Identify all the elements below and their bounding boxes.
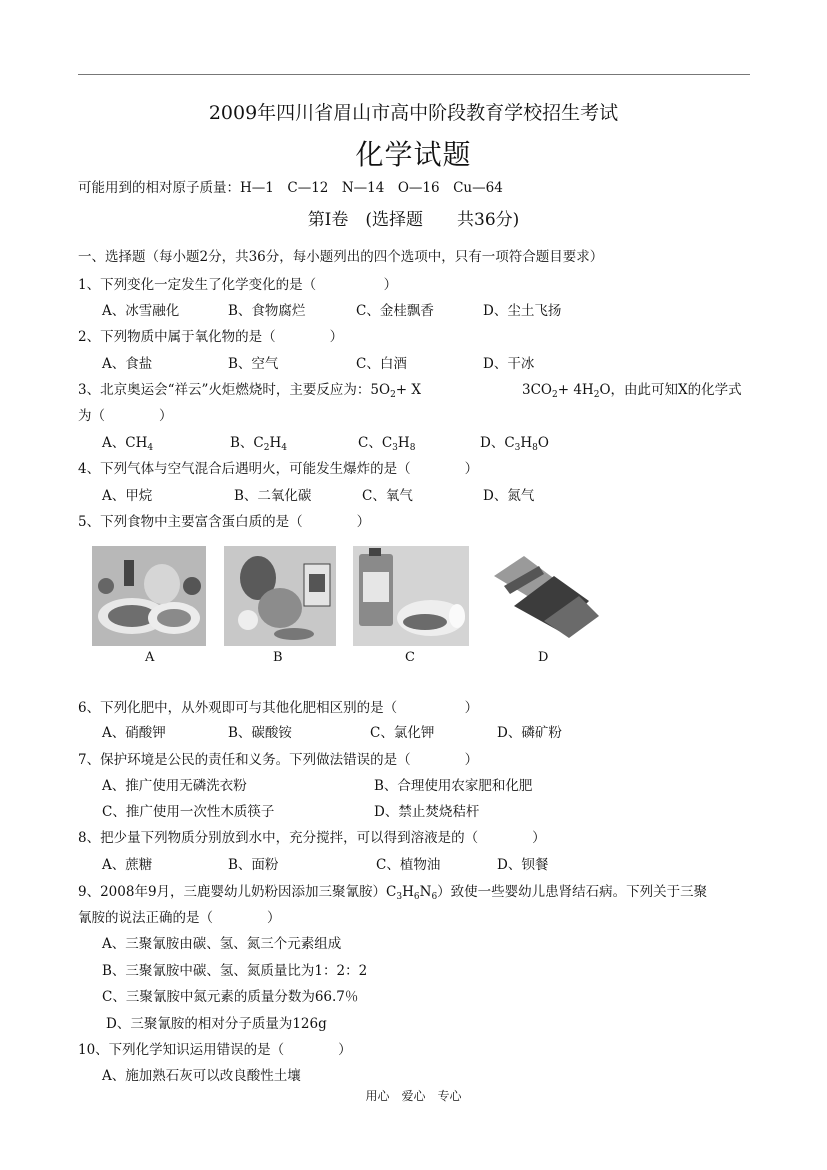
q3-stem-products: $3CO_2+ 4H_2O$，由此可知X的化学式 (522, 382, 742, 400)
q5-image-a (92, 546, 206, 646)
q7-option-b: B、合理使用农家肥和化肥 (374, 778, 533, 794)
q5-label-a: A (145, 650, 155, 665)
subject-title: 化学试题 (355, 138, 472, 171)
instructions: 一、选择题（每小题2分，共36分，每小题列出的四个选项中，只有一项符合题目要求） (78, 249, 604, 265)
q5-label-d: D (538, 650, 549, 665)
q2-option-d: D、干冰 (483, 356, 535, 372)
q3-stem: 3、北京奥运会“祥云”火炬燃烧时，主要反应为：$5O_2+ X$ (78, 382, 422, 400)
q8-option-d: D、钡餐 (497, 857, 549, 873)
q7-option-a: A、推广使用无磷洗衣粉 (102, 778, 247, 794)
q10-option-a: A、施加熟石灰可以改良酸性土壤 (102, 1068, 301, 1084)
q3-stem-line2: 为（ ） (78, 408, 173, 424)
top-rule (78, 74, 750, 75)
q8-option-a: A、蔗糖 (102, 857, 153, 873)
q4-stem: 4、下列气体与空气混合后遇明火，可能发生爆炸的是（ ） (78, 461, 479, 477)
q1-option-d: D、尘土飞扬 (483, 303, 562, 319)
q6-stem: 6、下列化肥中，从外观即可与其他化肥相区别的是（ ） (78, 700, 479, 716)
exam-title: 2009年四川省眉山市高中阶段教育学校招生考试 (208, 102, 619, 124)
q6-option-b: B、碳酸铵 (228, 725, 292, 741)
q8-stem: 8、把少量下列物质分别放到水中，充分搅拌，可以得到溶液是的（ ） (78, 830, 546, 846)
q1-option-a: A、冰雪融化 (102, 303, 180, 319)
q7-option-c: C、推广使用一次性木质筷子 (102, 804, 275, 820)
section-heading: 第Ⅰ卷 (选择题 共36分) (307, 210, 520, 230)
atomic-mass-note: 可能用到的相对原子质量：H—1 C—12 N—14 O—16 Cu—64 (78, 180, 503, 196)
q5-label-b: B (273, 650, 283, 665)
q6-option-c: C、氯化钾 (370, 725, 435, 741)
q4-option-d: D、氮气 (483, 488, 535, 504)
q10-stem: 10、下列化学知识运用错误的是（ ） (78, 1042, 352, 1058)
q1-stem: 1、下列变化一定发生了化学变化的是（ ） (78, 277, 398, 293)
q8-option-c: C、植物油 (376, 857, 441, 873)
q9-stem-line2: 氰胺的说法正确的是（ ） (78, 910, 281, 926)
q1-option-c: C、金桂飘香 (356, 303, 434, 319)
q2-option-c: C、白酒 (356, 356, 407, 372)
q6-option-d: D、磷矿粉 (497, 725, 562, 741)
page-footer: 用心 爱心 专心 (365, 1089, 462, 1103)
q6-option-a: A、硝酸钾 (102, 725, 166, 741)
q5-stem: 5、下列食物中主要富含蛋白质的是（ ） (78, 514, 371, 530)
q9-option-c: C、三聚氰胺中氮元素的质量分数为66.7％ (102, 989, 359, 1005)
q2-option-a: A、食盐 (102, 356, 153, 372)
q5-label-c: C (405, 650, 415, 665)
q3-option-b: B、$C_2H_4$ (230, 435, 287, 453)
q9-option-d: D、三聚氰胺的相对分子质量为126g (106, 1016, 327, 1032)
q5-image-b (224, 546, 336, 646)
q2-stem: 2、下列物质中属于氧化物的是（ ） (78, 329, 344, 345)
q8-option-b: B、面粉 (228, 857, 279, 873)
q3-option-d: D、$C_3H_8O$ (480, 435, 549, 453)
q9-option-a: A、三聚氰胺由碳、氢、氮三个元素组成 (102, 936, 342, 952)
q2-option-b: B、空气 (228, 356, 279, 372)
q4-option-a: A、甲烷 (102, 488, 153, 504)
q4-option-b: B、二氧化碳 (234, 488, 312, 504)
q1-option-b: B、食物腐烂 (228, 303, 306, 319)
q9-stem: 9、2008年9月，三鹿婴幼儿奶粉因添加三聚氰胺）$C_3H_6N_6$）致使一些婴幼儿患肾结石病。下列关于三聚 (78, 884, 708, 902)
q7-stem: 7、保护环境是公民的责任和义务。下列做法错误的是（ ） (78, 752, 479, 768)
q4-option-c: C、氧气 (362, 488, 413, 504)
q3-option-c: C、$C_3H_8$ (358, 435, 416, 453)
q5-image-c (353, 546, 469, 646)
q9-option-b: B、三聚氰胺中碳、氢、氮质量比为1：2：2 (102, 963, 368, 979)
q3-option-a: A、$CH_4$ (102, 435, 154, 453)
q5-image-d (484, 546, 604, 646)
q7-option-d: D、禁止焚烧秸杆 (374, 804, 480, 820)
